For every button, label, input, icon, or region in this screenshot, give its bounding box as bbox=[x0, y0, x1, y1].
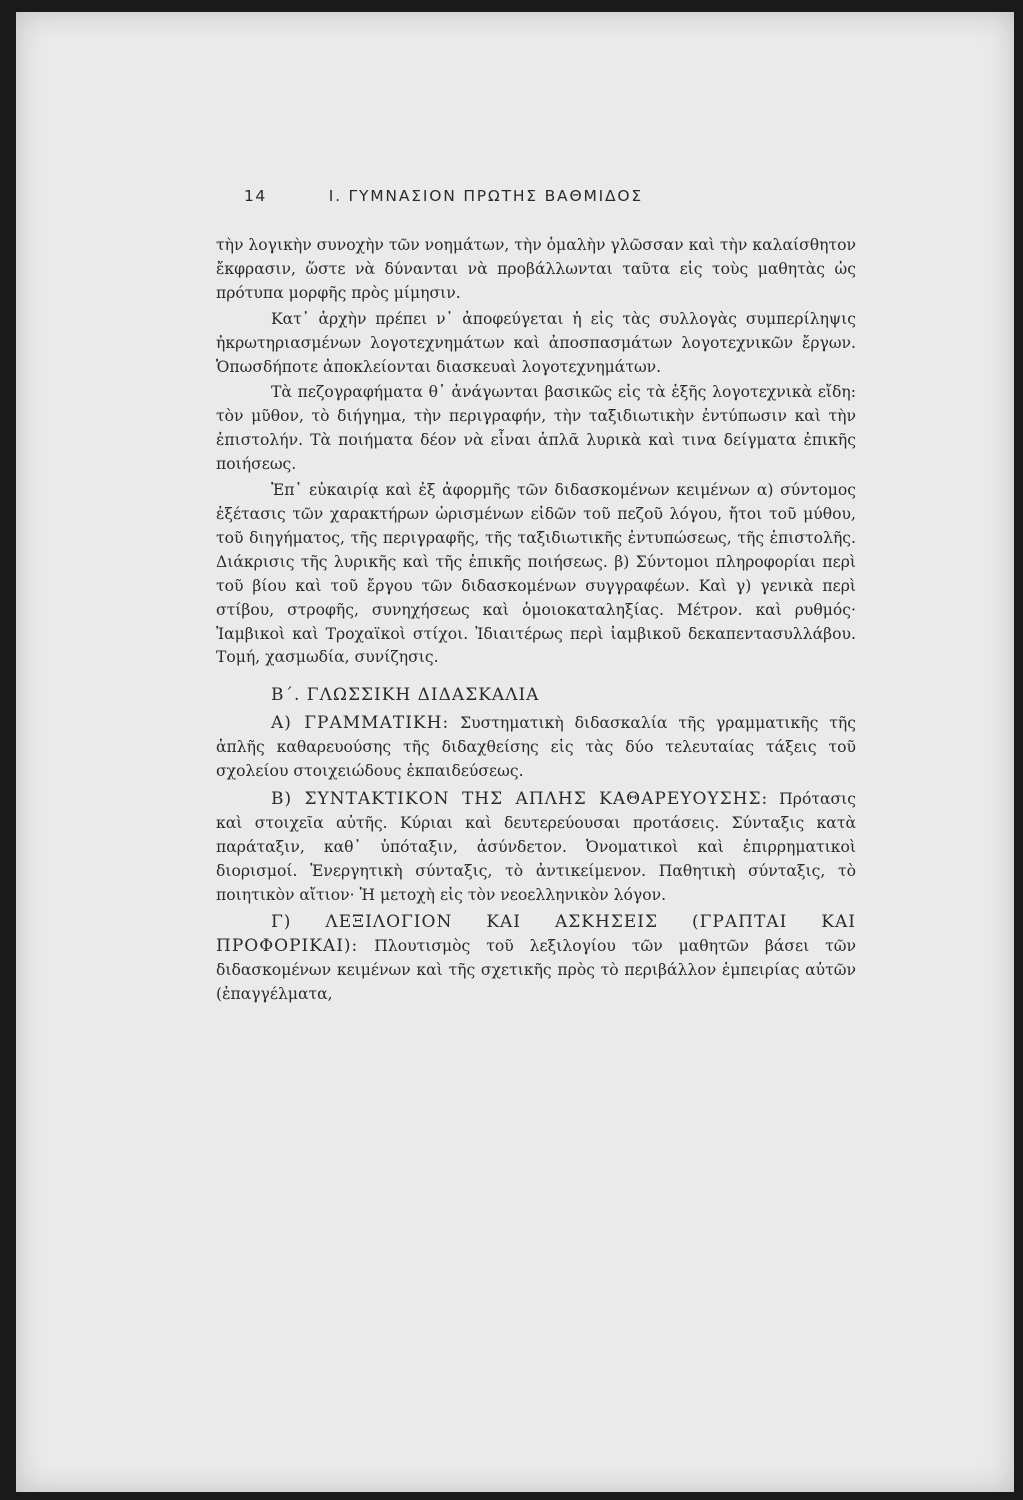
page-number: 14 bbox=[244, 187, 267, 205]
paragraph-1: τὴν λογικὴν συνοχὴν τῶν νοημάτων, τὴν ὁμαλὴν γλῶσσαν καὶ τὴν καλαίσθητον ἔκφρασιν, ὥστε νὰ δύνανται νὰ προβάλλωνται ταῦτα εἰς τοὺς μαθητὰς ὡς πρότυπα μορφῆς πρὸς μίμησιν. bbox=[216, 236, 856, 302]
section-syntax bbox=[216, 788, 856, 908]
running-header bbox=[244, 187, 864, 205]
section-vocabulary bbox=[216, 911, 856, 1007]
syntax-text: Πρότασις καὶ στοιχεῖα αὐτῆς. Κύριαι καὶ δευτερεύουσαι προτάσεις. Σύνταξις κατὰ παράταξιν, καθ᾽ ὑπόταξιν, ἀσύνδετον. Ὀνοματικοὶ καὶ ἐπιρρηματικοὶ διορισμοί. Ἐνεργητικὴ σύνταξις, τὸ ἀντικείμενον. Παθητικὴ σύνταξις, τὸ ποιητικὸν αἴτιον· Ἡ μετοχὴ εἰς τὸν νεοελληνικὸν λόγον. bbox=[216, 789, 856, 904]
vocabulary-text: Πλουτισμὸς τοῦ λεξιλογίου τῶν μαθητῶν βάσει τῶν διδασκομένων κειμένων καὶ τῆς σχετικῆς πρὸς τὸ περιβάλλον ἐμπειρίας αὐτῶν (ἐπαγγέλματα, bbox=[216, 937, 856, 1004]
book-page bbox=[16, 12, 1014, 1492]
syntax-label: Β) ΣΥΝΤΑΚΤΙΚΟΝ ΤΗΣ ΑΠΛΗΣ ΚΑΘΑΡΕΥΟΥΣΗΣ: bbox=[271, 788, 769, 809]
paragraph-4: Ἐπ᾽ εὐκαιρίᾳ καὶ ἐξ ἀφορμῆς τῶν διδασκομένων κειμένων α) σύντομος ἐξέτασις τῶν χαρακτήρων ὡρισμένων εἰδῶν τοῦ πεζοῦ λόγου, ἤτοι τοῦ μύθου, τοῦ διηγήματος, τῆς περιγραφῆς, τῆς ταξιδιωτικῆς ἐντυπώσεως, τῆς ἐπιστολῆς. Διάκρισις τῆς λυρικῆς καὶ τῆς ἐπικῆς ποιήσεως. β) Σύντομοι πληροφορίαι περὶ τοῦ βίου καὶ τοῦ ἔργου τῶν διδασκομένων συγγραφέων. Καὶ γ) γενικὰ περὶ στίβου, στροφῆς, συνηχήσεως καὶ ὁμοιοκαταληξίας. Μέτρον. καὶ ρυθμός· Ἰαμβικοὶ καὶ Τροχαϊκοὶ στίχοι. Ἰδιαιτέρως περὶ ἰαμβικοῦ δεκαπεντασυλλάβου. Τομή, χασμωδία, συνίζησις. bbox=[216, 481, 856, 667]
page-body bbox=[216, 234, 856, 1007]
header-title: Ι. ΓΥΜΝΑΣΙΟΝ ΠΡΩΤΗΣ ΒΑΘΜΙΔΟΣ bbox=[328, 187, 643, 205]
grammar-text: Συστηματικὴ διδασκαλία τῆς γραμματικῆς τῆς ἁπλῆς καθαρευούσης τῆς διδαχθείσης εἰς τὰς δύο τελευταίας τάξεις τοῦ σχολείου στοιχειώδους ἐκπαιδεύσεως. bbox=[216, 714, 856, 781]
paragraph-2: Κατ᾽ ἀρχὴν πρέπει ν᾽ ἀποφεύγεται ἡ εἰς τὰς συλλογὰς συμπερίληψις ἠκρωτηριασμένων λογοτεχνημάτων καὶ ἀποσπασμάτων λογοτεχνικῶν ἔργων. Ὁπωσδήποτε ἀποκλείονται διασκευαὶ λογοτεχνημάτων. bbox=[216, 309, 856, 376]
paragraph-3: Τὰ πεζογραφήματα θ᾽ ἀνάγωνται βασικῶς εἰς τὰ ἑξῆς λογοτεχνικὰ εἴδη: τὸν μῦθον, τὸ διήγημα, τὴν περιγραφήν, τὴν ταξιδιωτικὴν ἐντύπωσιν καὶ τὴν ἐπιστολήν. Τὰ ποιήματα δέον νὰ εἶναι ἁπλᾶ λυρικὰ καὶ τινα δείγματα ἐπικῆς ποιήσεως. bbox=[216, 383, 856, 474]
section-b-heading: Β΄. ΓΛΩΣΣΙΚΗ ΔΙΔΑΣΚΑΛΙΑ bbox=[271, 685, 540, 706]
vocabulary-label: Γ) ΛΕΞΙΛΟΓΙΟΝ ΚΑΙ ΑΣΚΗΣΕΙΣ (ΓΡΑΠΤΑΙ ΚΑΙ ΠΡΟΦΟΡΙΚΑΙ): bbox=[216, 912, 856, 957]
section-grammar bbox=[216, 712, 856, 784]
grammar-label: Α) ΓΡΑΜΜΑΤΙΚΗ: bbox=[271, 713, 450, 734]
